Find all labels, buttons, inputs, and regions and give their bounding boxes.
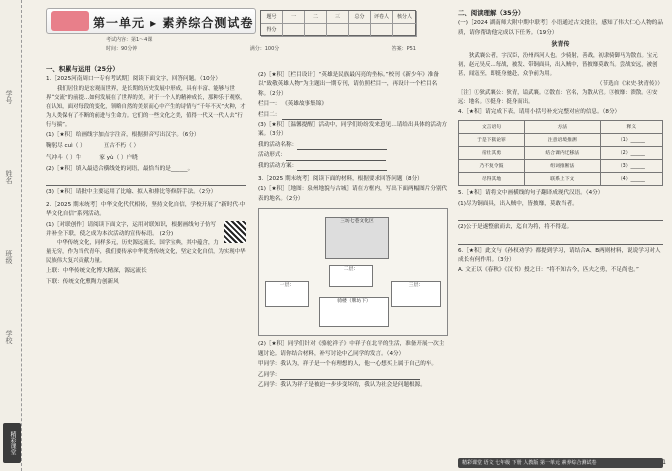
speaker-b: 乙同学： (258, 371, 281, 378)
pinyin-row (46, 154, 246, 163)
grid-cell[interactable]: 得分 (261, 24, 283, 37)
exam-title: 第一单元 ▸ 素养综合测试卷 (93, 16, 254, 30)
table-header: 文言语句 (459, 121, 525, 134)
activity-name-row (258, 141, 448, 150)
passage-title: 狄青传 (551, 41, 570, 49)
section-title: 二、阅读理解（35分） (458, 9, 525, 17)
table-cell: 结合课内迁移法 (524, 147, 600, 160)
field-label: 我的活动名称： (258, 141, 298, 148)
question-6: 6.［★积］此文与《孙权劝学》都提到学习，请结合A、B两则材料，说说学习对人成长有何作用。（3分） (458, 247, 661, 264)
table-row (459, 147, 663, 160)
grid-cell[interactable] (305, 24, 327, 37)
grid-header: 评卷人 (371, 11, 393, 24)
answer-blank[interactable] (286, 155, 386, 161)
question-1-1: (1)［★积］给画线字加点字注音，根据拼音写出汉字。（6分） (46, 131, 200, 138)
column-two-row (258, 111, 448, 120)
map-center: 三坊七巷文化区 (325, 217, 389, 259)
question-2-2: (2)［★积］［栏目设计］“英雄是民族最闪亮的坐标。”校刊《新少年》准备以“致敬英雄人物”为主题出一期专刊，请仿照栏目一，再设计一个栏目名称。（2分） (258, 72, 439, 97)
question-2-1 (46, 221, 246, 240)
table-cell[interactable]: （2）______ (600, 147, 662, 160)
binding-label-school: 学校 (5, 330, 13, 344)
grid-header: 题号 (261, 11, 283, 24)
page-number: 1 (662, 459, 666, 466)
column-2 (258, 70, 448, 390)
question-3-1: (1)［★积］［地图：泉州地貌与古城］请在方框内，写出下面两幅图片分别代表的地名。（2分） (258, 186, 448, 202)
page-footer: 精彩课堂 语文 七年级 下册 人教版 第一单元 素养综合测试卷 (458, 458, 663, 468)
question-5-2: (2)公于是遂整旅而去，迄自为将，将不得逞。 (458, 224, 573, 231)
table-cell[interactable]: （4）______ (600, 173, 662, 186)
grid-header: 总分 (349, 11, 371, 24)
couplet-passage: 中华传统文化，同样多元，历史源远流长，国学宝典，其中蕴含，力量无穷，作为当代青年，我们要传承中华优秀传统文化，坚定文化自信，为实现中华民族伟大复兴贡献力量。 (46, 240, 246, 265)
question-6-a: A. 文正以《春秋》《汉书》授之曰：“将不知古今，匹夫之勇，不足尚也。” (458, 267, 639, 274)
table-header: 方法 (524, 121, 600, 134)
question-5-1: (1)尽为铜面具，出入贼中，皆披靡，莫敢当者。 (458, 200, 578, 207)
exam-header (46, 4, 416, 62)
grid-header: 核分人 (393, 11, 417, 24)
answer-table (458, 120, 663, 186)
table-row (459, 160, 663, 173)
table-row (459, 173, 663, 186)
column-label: 栏目一： (258, 101, 281, 108)
column-value: 《英雄故事集锦》 (282, 101, 327, 108)
exam-meta (106, 45, 416, 55)
pinyin-row (46, 142, 246, 151)
table-cell: 尽得其地 (459, 173, 525, 186)
table-row (459, 134, 663, 147)
exam-time: 时间：90分钟 (106, 46, 138, 52)
pinyin-item[interactable]: 亘古不朽（ ） (103, 143, 140, 150)
grid-cell[interactable] (371, 24, 393, 37)
passage-source: （节选自《宋史·狄青传》） (596, 80, 663, 87)
binding-label-class: 班级 (5, 250, 13, 264)
classical-passage: 狄武襄公者，字汉臣，汾州西河人也。少骑射，善战，初隶骑御马为散直。宝元初，赵元昊反…每战，被发、带铜面具，出入贼中，皆披靡莫敢当。尝战安远，被创甚，闻寇至，即挺身驰赴，众争前为用。 (458, 52, 658, 77)
question-1: 1.［2025河南周口一专有考试期］阅读下面文字，回答问题。（10分） (46, 76, 221, 83)
binding-label-id: 学号 (5, 90, 13, 104)
answer-blank[interactable] (297, 144, 387, 150)
title-bar (46, 8, 256, 34)
question-4: (一)［2024 湖南师大附中期中联考］小语通过古文批注，感知了伟大仁心人物的品质，请你帮助他完成以下任务。（19分） (458, 20, 663, 36)
field-label: 我的活动方案： (258, 162, 298, 169)
pinyin-item[interactable]: 鞠躬尽 cuì（ ） (46, 143, 86, 150)
answer-blank[interactable] (297, 165, 387, 171)
map-diagram (258, 208, 448, 336)
map-cell: 一层： (265, 281, 309, 307)
grid-cell[interactable] (283, 24, 305, 37)
answer-line[interactable] (46, 176, 246, 186)
question-2-1-text: (1)［对联创作］请阅读下面文字，运用对联知识，根据画线句子仿写并补全下联，使之成为本次活动的宣传标语。 (46, 221, 217, 238)
table-cell[interactable]: （3）______ (600, 160, 662, 173)
points: (2分) (159, 231, 174, 238)
table-cell[interactable]: （1）______ (600, 134, 662, 147)
question-2: 2.［2025 期末统考］中华文化代代相传，坚持文化自信，学校开展了“新时代·中华文化自信”系列活动。 (46, 201, 246, 218)
field-label: 活动形式： (258, 152, 286, 159)
table-header-row (459, 121, 663, 134)
activity-form-row (258, 151, 448, 160)
pinyin-item[interactable]: 家 yù（ ）户晓 (99, 154, 138, 161)
question-4-1: 4.［★积］请完成下表，请用小括号补充完整对应的信息。（8分） (458, 109, 621, 116)
table-cell: 组词推断法 (524, 160, 600, 173)
score-grid (260, 10, 416, 36)
speaker-c: 乙同学：我认为祥子是被迫一步步变坏的，我认为社会是问题根源。 (258, 381, 426, 388)
header-emblem-icon (51, 11, 89, 31)
reading-passage: 我们居住的是宏观而世界，是长期的历史发展中形成，具有丰富、能够与世界“交流”的前提…如何发展在了世界的美，对于一个人的精神成长，那种乐于观察，在认知，面对每段的变化，领略自然的美景而心中产生的诗情与“千年不灭”火种，才为人类保有了不断的前进与生命力。它们的一些文化之美，值得一代又一代人去“行行与揣”。 (46, 85, 246, 128)
question-3-2: (2)［★积］同学们针对《骆驼祥子》中祥子在北平的生活，准备开展一次主题讨论。请你结合材料，补写讨论中乙同学的发言。（4分） (258, 341, 445, 357)
grid-cell[interactable] (393, 24, 417, 37)
question-1-2: (2)［★积］填入最适合横线处的词语，最恰当的是______。 (46, 166, 194, 173)
map-cell: 骑楼（牌坊下） (319, 297, 389, 327)
section-title: 一、积累与运用（25分） (46, 65, 119, 73)
answer-line[interactable] (458, 235, 663, 245)
binding-label-name: 姓名 (5, 170, 13, 184)
couplet-lower: 下联：传统文化熏陶力创新风 (46, 278, 119, 285)
grid-header: 二 (305, 11, 327, 24)
binding-strip (0, 0, 22, 471)
column-one-row (258, 100, 448, 109)
qr-code-icon (224, 221, 246, 243)
grid-cell[interactable] (327, 24, 349, 37)
column-3 (458, 6, 663, 276)
exam-subtitle: 考试内容：第1～4课 (106, 37, 153, 43)
grid-header: 一 (283, 11, 305, 24)
pinyin-item[interactable]: 气冲斗（ ）牛 (46, 154, 82, 161)
column-label: 栏目二： (258, 111, 281, 118)
question-5: 5.［★积］请将文中画横线的句子翻译成现代汉语。（4分） (458, 190, 604, 197)
answer-blank[interactable] (282, 114, 382, 120)
grid-cell[interactable] (349, 24, 371, 37)
grid-header: 三 (327, 11, 349, 24)
table-header: 释义 (600, 121, 662, 134)
answer-blank[interactable] (280, 374, 420, 380)
question-2-3: (3)［★积］［温馨提醒］活动中，同学们纷纷发来意见…请给出具体的活动方案。（3分） (258, 122, 448, 138)
map-cell: 三层： (391, 281, 441, 307)
answer-page: 答案：P51 (391, 46, 416, 52)
map-cell: 二层： (329, 265, 373, 287)
answer-line[interactable] (458, 211, 663, 221)
question-1-3: (3)［★积］请批中主要运用了比喻、拟人和排比等修辞手法。（2分） (46, 189, 217, 196)
notes: ［注］①狄武襄公：狄青，谥武襄。②散直：官名，为散从官。③披靡：溃散。④安远：地名。⑤挺身：挺身而出。 (458, 90, 658, 106)
table-cell: 注意语境推测 (524, 134, 600, 147)
exam-total: 满分：100分 (249, 46, 280, 52)
column-1 (46, 62, 246, 287)
activity-plan-row (258, 162, 448, 171)
table-cell: 帝壮其勇 (459, 147, 525, 160)
speaker-b-row (258, 371, 448, 380)
table-cell: 乃不复令鼓 (459, 160, 525, 173)
publisher-logo: 精彩课堂 (3, 423, 21, 463)
table-cell: 联系上下文 (524, 173, 600, 186)
speaker-a: 甲同学：我认为，祥子是一个有理想的人，他一心想买上属于自己的车。 (258, 361, 438, 368)
table-cell: 于是下狱论罪 (459, 134, 525, 147)
question-3: 3.［2025 期末统考］阅读下面的材料，根据要求回答问题（8分） (258, 176, 423, 183)
couplet-upper: 上联：中华传统文化博大精深，源远流长 (46, 268, 147, 275)
